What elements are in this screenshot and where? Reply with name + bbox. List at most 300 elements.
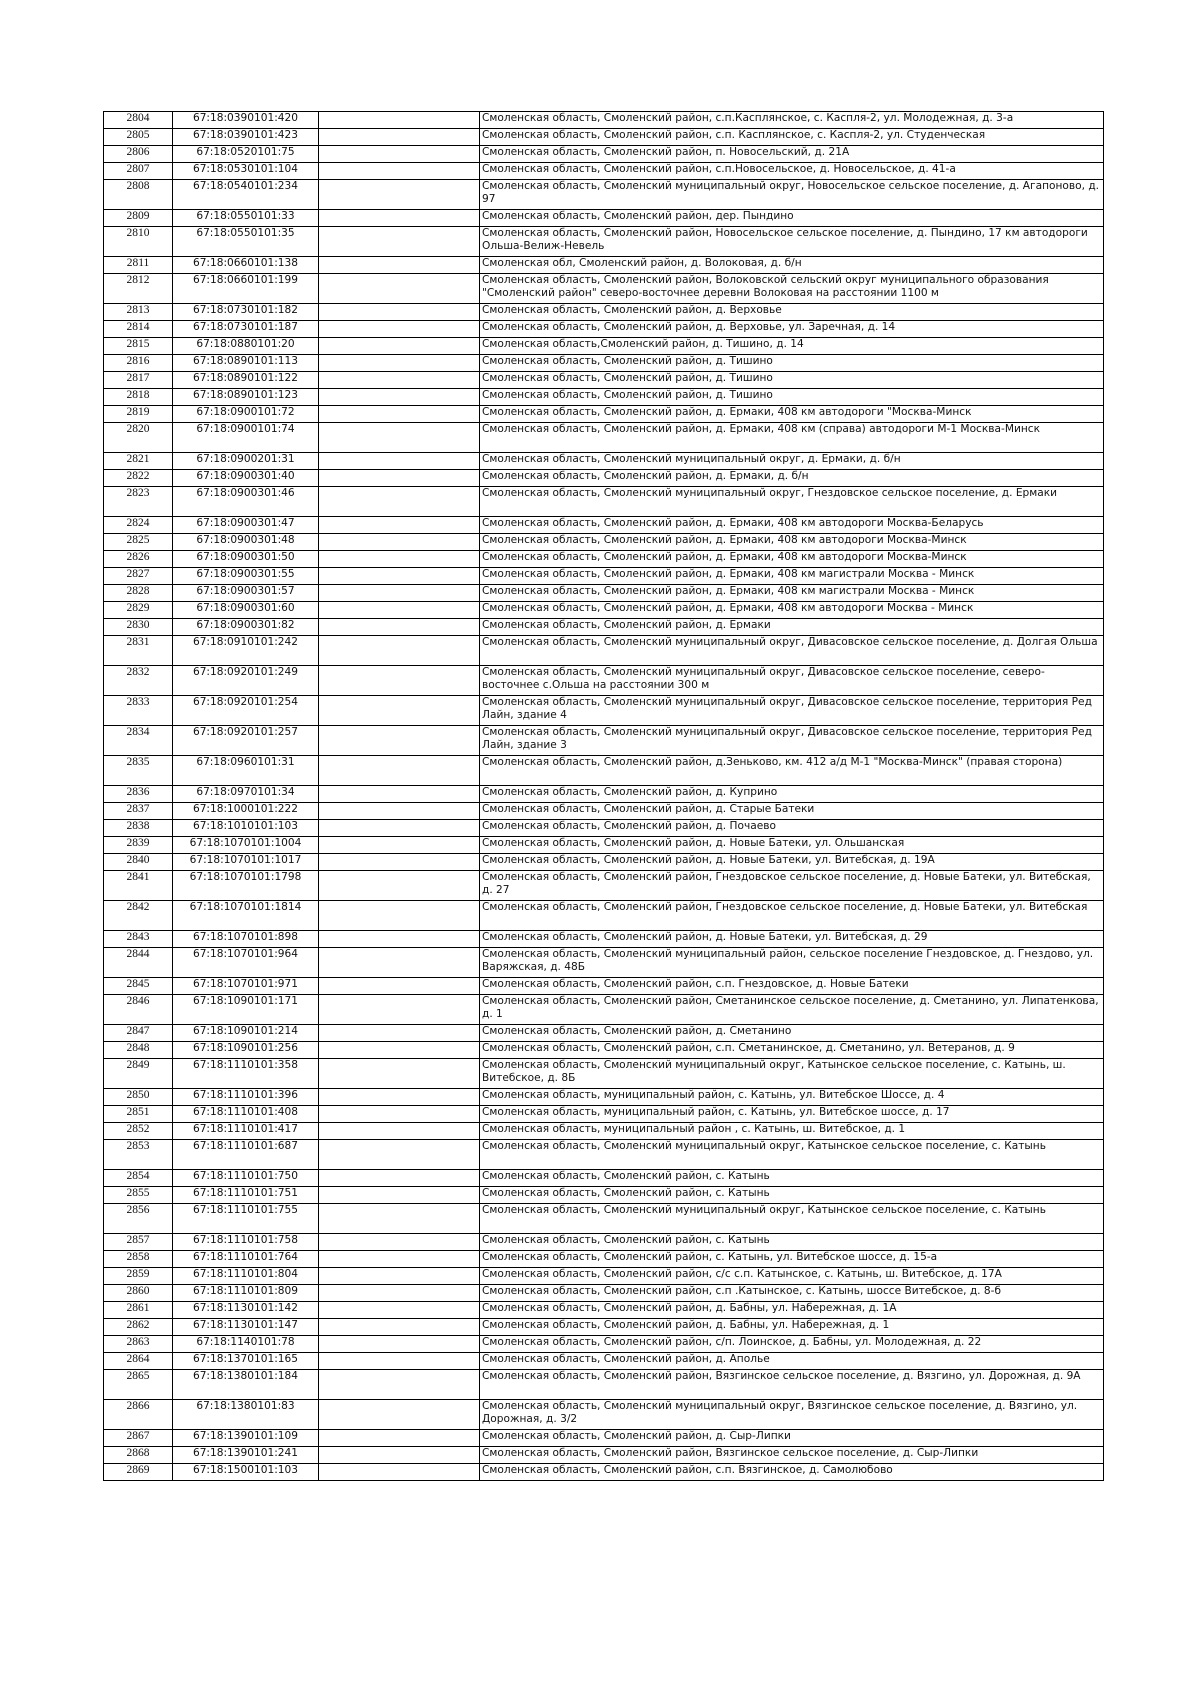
row-number-cell: 2810 — [104, 227, 173, 257]
row-number-cell: 2807 — [104, 163, 173, 180]
table-row — [104, 372, 1104, 389]
table-row — [104, 210, 1104, 227]
address-cell: Смоленская область, Смоленский муниципальный округ, Дивасовское сельское поселение, д. Долгая Ольша — [480, 636, 1104, 666]
row-number-cell: 2827 — [104, 568, 173, 585]
registry-table-body — [104, 112, 1104, 1481]
row-number-cell: 2806 — [104, 146, 173, 163]
cadastral-number-cell: 67:18:0900301:48 — [173, 534, 319, 551]
row-number-cell: 2860 — [104, 1285, 173, 1302]
address-cell: Смоленская область, Смоленский муниципальный округ, Катынское сельское поселение, с. Катынь — [480, 1140, 1104, 1170]
row-number-cell: 2845 — [104, 978, 173, 995]
address-cell: Смоленская область, Смоленский район, д. Ермаки, 408 км магистрали Москва - Минск — [480, 568, 1104, 585]
address-cell: Смоленская область, Смоленский район, с. Катынь — [480, 1187, 1104, 1204]
table-row — [104, 1187, 1104, 1204]
address-cell: Смоленская область, Смоленский район, д. Куприно — [480, 786, 1104, 803]
table-row — [104, 517, 1104, 534]
row-number-cell: 2805 — [104, 129, 173, 146]
cadastral-number-cell: 67:18:1070101:1814 — [173, 901, 319, 931]
table-row — [104, 854, 1104, 871]
cadastral-number-cell: 67:18:1110101:751 — [173, 1187, 319, 1204]
address-cell: Смоленская область, Смоленский район, д. Ермаки, д. б/н — [480, 470, 1104, 487]
empty-cell — [319, 1042, 480, 1059]
table-row — [104, 470, 1104, 487]
table-row — [104, 1447, 1104, 1464]
row-number-cell: 2846 — [104, 995, 173, 1025]
row-number-cell: 2828 — [104, 585, 173, 602]
row-number-cell: 2852 — [104, 1123, 173, 1140]
address-cell: Смоленская область, Смоленский муниципальный округ, Катынское сельское поселение, с. Катынь, ш. Витебское, д. 8Б — [480, 1059, 1104, 1089]
row-number-cell: 2858 — [104, 1251, 173, 1268]
table-row — [104, 406, 1104, 423]
table-row — [104, 534, 1104, 551]
table-row — [104, 1464, 1104, 1481]
cadastral-number-cell: 67:18:1370101:165 — [173, 1353, 319, 1370]
cadastral-number-cell: 67:18:0920101:257 — [173, 726, 319, 756]
row-number-cell: 2821 — [104, 453, 173, 470]
row-number-cell: 2850 — [104, 1089, 173, 1106]
address-cell: Смоленская область, Смоленский район, д. Почаево — [480, 820, 1104, 837]
address-cell: Смоленская область, Смоленский район, д. Бабны, ул. Набережная, д. 1 — [480, 1319, 1104, 1336]
table-row — [104, 1251, 1104, 1268]
cadastral-number-cell: 67:18:1110101:804 — [173, 1268, 319, 1285]
empty-cell — [319, 453, 480, 470]
cadastral-number-cell: 67:18:1110101:687 — [173, 1140, 319, 1170]
cadastral-number-cell: 67:18:1070101:898 — [173, 931, 319, 948]
address-cell: Смоленская область, Смоленский район, Вязгинское сельское поселение, д. Вязгино, ул. Дорожная, д. 9А — [480, 1370, 1104, 1400]
empty-cell — [319, 666, 480, 696]
address-cell: Смоленская область, Смоленский муниципальный район, сельское поселение Гнездовское, д. Гнездово, ул. Варяжская, д. 48Б — [480, 948, 1104, 978]
empty-cell — [319, 585, 480, 602]
row-number-cell: 2838 — [104, 820, 173, 837]
table-row — [104, 1430, 1104, 1447]
table-row — [104, 389, 1104, 406]
row-number-cell: 2851 — [104, 1106, 173, 1123]
cadastral-number-cell: 67:18:0390101:423 — [173, 129, 319, 146]
table-row — [104, 453, 1104, 470]
cadastral-number-cell: 67:18:0660101:199 — [173, 274, 319, 304]
table-row — [104, 257, 1104, 274]
address-cell: Смоленская область, Смоленский район, д. Новые Батеки, ул. Витебская, д. 19А — [480, 854, 1104, 871]
row-number-cell: 2824 — [104, 517, 173, 534]
cadastral-number-cell: 67:18:1380101:83 — [173, 1400, 319, 1430]
empty-cell — [319, 1464, 480, 1481]
address-cell: Смоленская область, Смоленский район, с.п. Сметанинское, д. Сметанино, ул. Ветеранов, д. 9 — [480, 1042, 1104, 1059]
cadastral-number-cell: 67:18:1110101:358 — [173, 1059, 319, 1089]
cadastral-number-cell: 67:18:0890101:113 — [173, 355, 319, 372]
table-row — [104, 355, 1104, 372]
row-number-cell: 2811 — [104, 257, 173, 274]
table-row — [104, 978, 1104, 995]
row-number-cell: 2836 — [104, 786, 173, 803]
address-cell: Смоленская область, Смоленский район, Волоковской сельский округ муниципального образования "Смоленский район" северо-восточнее деревни Волоковая на расстоянии 1100 м — [480, 274, 1104, 304]
empty-cell — [319, 389, 480, 406]
table-row — [104, 820, 1104, 837]
address-cell: Смоленская область, Смоленский муниципальный округ, Дивасовское сельское поселение, территория Ред Лайн, здание 4 — [480, 696, 1104, 726]
registry-table — [103, 111, 1104, 1481]
table-row — [104, 487, 1104, 517]
empty-cell — [319, 1025, 480, 1042]
empty-cell — [319, 129, 480, 146]
cadastral-number-cell: 67:18:1140101:78 — [173, 1336, 319, 1353]
row-number-cell: 2843 — [104, 931, 173, 948]
address-cell: Смоленская область, Смоленский район, дер. Пындино — [480, 210, 1104, 227]
cadastral-number-cell: 67:18:1110101:764 — [173, 1251, 319, 1268]
row-number-cell: 2837 — [104, 803, 173, 820]
cadastral-number-cell: 67:18:1390101:109 — [173, 1430, 319, 1447]
row-number-cell: 2854 — [104, 1170, 173, 1187]
cadastral-number-cell: 67:18:0540101:234 — [173, 180, 319, 210]
address-cell: Смоленская область, Смоленский район, д. Ермаки, 408 км автодороги Москва-Минск — [480, 534, 1104, 551]
row-number-cell: 2829 — [104, 602, 173, 619]
empty-cell — [319, 756, 480, 786]
cadastral-number-cell: 67:18:0970101:34 — [173, 786, 319, 803]
empty-cell — [319, 355, 480, 372]
address-cell: Смоленская область, Смоленский муниципальный округ, Гнездовское сельское поселение, д. Ермаки — [480, 487, 1104, 517]
table-row — [104, 726, 1104, 756]
row-number-cell: 2817 — [104, 372, 173, 389]
table-row — [104, 585, 1104, 602]
empty-cell — [319, 1336, 480, 1353]
empty-cell — [319, 534, 480, 551]
row-number-cell: 2847 — [104, 1025, 173, 1042]
empty-cell — [319, 978, 480, 995]
cadastral-number-cell: 67:18:1000101:222 — [173, 803, 319, 820]
address-cell: Смоленская область, Смоленский район, д. Ермаки, 408 км автодороги "Москва-Минск — [480, 406, 1104, 423]
table-row — [104, 666, 1104, 696]
table-row — [104, 112, 1104, 129]
address-cell: Смоленская область, Смоленский район, д. Ермаки, 408 км (справа) автодороги М-1 Москва-Минск — [480, 423, 1104, 453]
row-number-cell: 2830 — [104, 619, 173, 636]
address-cell: Смоленская область, Смоленский район, д. Ермаки, 408 км автодороги Москва - Минск — [480, 602, 1104, 619]
row-number-cell: 2812 — [104, 274, 173, 304]
address-cell: Смоленская область, Смоленский район, д.Зеньково, км. 412 а/д М-1 "Москва-Минск" (правая сторона) — [480, 756, 1104, 786]
table-row — [104, 619, 1104, 636]
empty-cell — [319, 901, 480, 931]
row-number-cell: 2841 — [104, 871, 173, 901]
address-cell: Смоленская область, Смоленский муниципальный округ, Дивасовское сельское поселение, территория Ред Лайн, здание 3 — [480, 726, 1104, 756]
row-number-cell: 2814 — [104, 321, 173, 338]
table-row — [104, 837, 1104, 854]
empty-cell — [319, 1302, 480, 1319]
table-row — [104, 696, 1104, 726]
cadastral-number-cell: 67:18:0920101:249 — [173, 666, 319, 696]
table-row — [104, 423, 1104, 453]
table-row — [104, 1106, 1104, 1123]
row-number-cell: 2861 — [104, 1302, 173, 1319]
table-row — [104, 1336, 1104, 1353]
empty-cell — [319, 1123, 480, 1140]
row-number-cell: 2859 — [104, 1268, 173, 1285]
address-cell: Смоленская область, Смоленский район, с.п. Касплянское, с. Каспля-2, ул. Студенческая — [480, 129, 1104, 146]
cadastral-number-cell: 67:18:1070101:1017 — [173, 854, 319, 871]
address-cell: Смоленская область, Смоленский район, Гнездовское сельское поселение, д. Новые Батеки, ул. Витебская, д. 27 — [480, 871, 1104, 901]
cadastral-number-cell: 67:18:1070101:971 — [173, 978, 319, 995]
cadastral-number-cell: 67:18:1070101:1798 — [173, 871, 319, 901]
table-row — [104, 163, 1104, 180]
cadastral-number-cell: 67:18:1110101:396 — [173, 1089, 319, 1106]
address-cell: Смоленская область, Смоленский район, д. Ермаки, 408 км автодороги Москва-Беларусь — [480, 517, 1104, 534]
empty-cell — [319, 1251, 480, 1268]
table-row — [104, 1204, 1104, 1234]
table-row — [104, 321, 1104, 338]
address-cell: Смоленская область, Смоленский район, д. Ермаки, 408 км автодороги Москва-Минск — [480, 551, 1104, 568]
empty-cell — [319, 1447, 480, 1464]
cadastral-number-cell: 67:18:0900101:72 — [173, 406, 319, 423]
row-number-cell: 2820 — [104, 423, 173, 453]
row-number-cell: 2831 — [104, 636, 173, 666]
cadastral-number-cell: 67:18:0730101:182 — [173, 304, 319, 321]
row-number-cell: 2816 — [104, 355, 173, 372]
row-number-cell: 2866 — [104, 1400, 173, 1430]
cadastral-number-cell: 67:18:1380101:184 — [173, 1370, 319, 1400]
address-cell: Смоленская область, Смоленский район, д. Верховье — [480, 304, 1104, 321]
cadastral-number-cell: 67:18:1110101:408 — [173, 1106, 319, 1123]
address-cell: Смоленская область, Смоленский район, д. Старые Батеки — [480, 803, 1104, 820]
table-row — [104, 180, 1104, 210]
empty-cell — [319, 517, 480, 534]
table-row — [104, 1089, 1104, 1106]
table-row — [104, 1302, 1104, 1319]
cadastral-number-cell: 67:18:1130101:142 — [173, 1302, 319, 1319]
empty-cell — [319, 146, 480, 163]
row-number-cell: 2840 — [104, 854, 173, 871]
address-cell: Смоленская область, муниципальный район, с. Катынь, ул. Витебское Шоссе, д. 4 — [480, 1089, 1104, 1106]
row-number-cell: 2804 — [104, 112, 173, 129]
address-cell: Смоленская область, Смоленский район, с.п. Вязгинское, д. Самолюбово — [480, 1464, 1104, 1481]
cadastral-number-cell: 67:18:1110101:755 — [173, 1204, 319, 1234]
address-cell: Смоленская область, Смоленский муниципальный округ, Новосельское сельское поселение, д. Агапоново, д. 97 — [480, 180, 1104, 210]
table-row — [104, 227, 1104, 257]
empty-cell — [319, 112, 480, 129]
address-cell: Смоленская область, Смоленский район, с.п.Новосельское, д. Новосельское, д. 41-а — [480, 163, 1104, 180]
empty-cell — [319, 1268, 480, 1285]
row-number-cell: 2819 — [104, 406, 173, 423]
table-row — [104, 146, 1104, 163]
table-row — [104, 129, 1104, 146]
row-number-cell: 2867 — [104, 1430, 173, 1447]
table-row — [104, 1059, 1104, 1089]
address-cell: Смоленская область, Смоленский район, Сметанинское сельское поселение, д. Сметанино, ул. Липатенкова, д. 1 — [480, 995, 1104, 1025]
address-cell: Смоленская область, муниципальный район , с. Катынь, ш. Витебское, д. 1 — [480, 1123, 1104, 1140]
row-number-cell: 2808 — [104, 180, 173, 210]
row-number-cell: 2809 — [104, 210, 173, 227]
cadastral-number-cell: 67:18:0520101:75 — [173, 146, 319, 163]
cadastral-number-cell: 67:18:0900301:55 — [173, 568, 319, 585]
row-number-cell: 2844 — [104, 948, 173, 978]
empty-cell — [319, 163, 480, 180]
empty-cell — [319, 274, 480, 304]
address-cell: Смоленская область, Смоленский район, п. Новосельский, д. 21А — [480, 146, 1104, 163]
row-number-cell: 2863 — [104, 1336, 173, 1353]
address-cell: Смоленская область, Смоленский район, с. Катынь, ул. Витебское шоссе, д. 15-а — [480, 1251, 1104, 1268]
table-row — [104, 602, 1104, 619]
row-number-cell: 2862 — [104, 1319, 173, 1336]
cadastral-number-cell: 67:18:1110101:750 — [173, 1170, 319, 1187]
empty-cell — [319, 1140, 480, 1170]
cadastral-number-cell: 67:18:1390101:241 — [173, 1447, 319, 1464]
empty-cell — [319, 696, 480, 726]
empty-cell — [319, 726, 480, 756]
empty-cell — [319, 257, 480, 274]
table-row — [104, 1319, 1104, 1336]
empty-cell — [319, 803, 480, 820]
address-cell: Смоленская область, Смоленский район, д. Ермаки, 408 км магистрали Москва - Минск — [480, 585, 1104, 602]
table-row — [104, 1234, 1104, 1251]
row-number-cell: 2835 — [104, 756, 173, 786]
address-cell: Смоленская область, Смоленский район, с. Катынь — [480, 1170, 1104, 1187]
address-cell: Смоленская область, Смоленский район, д. Новые Батеки, ул. Витебская, д. 29 — [480, 931, 1104, 948]
address-cell: Смоленская область, Смоленский район, Гнездовское сельское поселение, д. Новые Батеки, ул. Витебская — [480, 901, 1104, 931]
row-number-cell: 2818 — [104, 389, 173, 406]
empty-cell — [319, 372, 480, 389]
address-cell: Смоленская область, Смоленский муниципальный округ, Дивасовское сельское поселение, северо-восточнее с.Ольша на расстоянии 300 м — [480, 666, 1104, 696]
empty-cell — [319, 568, 480, 585]
address-cell: Смоленская область, Смоленский район, д. Тишино — [480, 355, 1104, 372]
row-number-cell: 2826 — [104, 551, 173, 568]
address-cell: Смоленская область, Смоленский муниципальный округ, д. Ермаки, д. б/н — [480, 453, 1104, 470]
cadastral-number-cell: 67:18:1500101:103 — [173, 1464, 319, 1481]
row-number-cell: 2823 — [104, 487, 173, 517]
cadastral-number-cell: 67:18:1110101:758 — [173, 1234, 319, 1251]
address-cell: Смоленская область, Смоленский район, с.п. Гнездовское, д. Новые Батеки — [480, 978, 1104, 995]
table-row — [104, 1268, 1104, 1285]
empty-cell — [319, 995, 480, 1025]
empty-cell — [319, 1234, 480, 1251]
table-row — [104, 948, 1104, 978]
empty-cell — [319, 321, 480, 338]
empty-cell — [319, 602, 480, 619]
table-row — [104, 551, 1104, 568]
table-row — [104, 1400, 1104, 1430]
address-cell: Смоленская область, муниципальный район, с. Катынь, ул. Витебское шоссе, д. 17 — [480, 1106, 1104, 1123]
cadastral-number-cell: 67:18:1010101:103 — [173, 820, 319, 837]
table-row — [104, 1140, 1104, 1170]
row-number-cell: 2832 — [104, 666, 173, 696]
table-row — [104, 274, 1104, 304]
address-cell: Смоленская область, Смоленский район, с/п. Лоинское, д. Бабны, ул. Молодежная, д. 22 — [480, 1336, 1104, 1353]
address-cell: Смоленская область, Смоленский район, д. Ермаки — [480, 619, 1104, 636]
table-row — [104, 568, 1104, 585]
empty-cell — [319, 1059, 480, 1089]
row-number-cell: 2856 — [104, 1204, 173, 1234]
table-row — [104, 786, 1104, 803]
row-number-cell: 2855 — [104, 1187, 173, 1204]
cadastral-number-cell: 67:18:1090101:214 — [173, 1025, 319, 1042]
empty-cell — [319, 1430, 480, 1447]
cadastral-number-cell: 67:18:1070101:1004 — [173, 837, 319, 854]
empty-cell — [319, 854, 480, 871]
empty-cell — [319, 1106, 480, 1123]
address-cell: Смоленская область, Смоленский район, д. Сметанино — [480, 1025, 1104, 1042]
cadastral-number-cell: 67:18:0880101:20 — [173, 338, 319, 355]
cadastral-number-cell: 67:18:1110101:809 — [173, 1285, 319, 1302]
row-number-cell: 2868 — [104, 1447, 173, 1464]
empty-cell — [319, 406, 480, 423]
row-number-cell: 2839 — [104, 837, 173, 854]
address-cell: Смоленская область, Смоленский район, с.п .Катынское, с. Катынь, шоссе Витебское, д. 8-б — [480, 1285, 1104, 1302]
table-row — [104, 901, 1104, 931]
empty-cell — [319, 180, 480, 210]
cadastral-number-cell: 67:18:1110101:417 — [173, 1123, 319, 1140]
cadastral-number-cell: 67:18:0900301:57 — [173, 585, 319, 602]
row-number-cell: 2842 — [104, 901, 173, 931]
row-number-cell: 2834 — [104, 726, 173, 756]
empty-cell — [319, 470, 480, 487]
cadastral-number-cell: 67:18:0910101:242 — [173, 636, 319, 666]
table-row — [104, 1170, 1104, 1187]
table-row — [104, 636, 1104, 666]
cadastral-number-cell: 67:18:0730101:187 — [173, 321, 319, 338]
address-cell: Смоленская область, Смоленский район, с. Катынь — [480, 1234, 1104, 1251]
cadastral-number-cell: 67:18:1070101:964 — [173, 948, 319, 978]
empty-cell — [319, 636, 480, 666]
table-row — [104, 1370, 1104, 1400]
empty-cell — [319, 551, 480, 568]
cadastral-number-cell: 67:18:0960101:31 — [173, 756, 319, 786]
address-cell: Смоленская область, Смоленский район, д. Тишино — [480, 372, 1104, 389]
cadastral-number-cell: 67:18:0550101:35 — [173, 227, 319, 257]
table-row — [104, 338, 1104, 355]
table-row — [104, 1025, 1104, 1042]
address-cell: Смоленская область, Смоленский район, с.п.Касплянское, с. Каспля-2, ул. Молодежная, д. 3-а — [480, 112, 1104, 129]
table-row — [104, 1123, 1104, 1140]
table-row — [104, 871, 1104, 901]
row-number-cell: 2848 — [104, 1042, 173, 1059]
table-row — [104, 995, 1104, 1025]
address-cell: Смоленская обл, Смоленский район, д. Волоковая, д. б/н — [480, 257, 1104, 274]
empty-cell — [319, 338, 480, 355]
empty-cell — [319, 1353, 480, 1370]
table-row — [104, 756, 1104, 786]
row-number-cell: 2825 — [104, 534, 173, 551]
address-cell: Смоленская область, Смоленский район, д. Аполье — [480, 1353, 1104, 1370]
address-cell: Смоленская область, Смоленский район, д. Сыр-Липки — [480, 1430, 1104, 1447]
empty-cell — [319, 837, 480, 854]
empty-cell — [319, 1204, 480, 1234]
cadastral-number-cell: 67:18:0390101:420 — [173, 112, 319, 129]
empty-cell — [319, 948, 480, 978]
address-cell: Смоленская область, Смоленский район, д. Бабны, ул. Набережная, д. 1А — [480, 1302, 1104, 1319]
row-number-cell: 2864 — [104, 1353, 173, 1370]
empty-cell — [319, 1089, 480, 1106]
cadastral-number-cell: 67:18:0900201:31 — [173, 453, 319, 470]
cadastral-number-cell: 67:18:1130101:147 — [173, 1319, 319, 1336]
cadastral-number-cell: 67:18:1090101:256 — [173, 1042, 319, 1059]
row-number-cell: 2815 — [104, 338, 173, 355]
cadastral-number-cell: 67:18:0890101:123 — [173, 389, 319, 406]
cadastral-number-cell: 67:18:0900301:47 — [173, 517, 319, 534]
empty-cell — [319, 227, 480, 257]
cadastral-number-cell: 67:18:0890101:122 — [173, 372, 319, 389]
empty-cell — [319, 871, 480, 901]
empty-cell — [319, 1285, 480, 1302]
cadastral-number-cell: 67:18:0920101:254 — [173, 696, 319, 726]
empty-cell — [319, 1187, 480, 1204]
empty-cell — [319, 1170, 480, 1187]
empty-cell — [319, 1370, 480, 1400]
cadastral-number-cell: 67:18:0900301:60 — [173, 602, 319, 619]
row-number-cell: 2869 — [104, 1464, 173, 1481]
cadastral-number-cell: 67:18:0900101:74 — [173, 423, 319, 453]
cadastral-number-cell: 67:18:0900301:50 — [173, 551, 319, 568]
row-number-cell: 2822 — [104, 470, 173, 487]
address-cell: Смоленская область, Смоленский район, Новосельское сельское поселение, д. Пындино, 17 км автодороги Ольша-Велиж-Невель — [480, 227, 1104, 257]
cadastral-number-cell: 67:18:0900301:40 — [173, 470, 319, 487]
table-row — [104, 304, 1104, 321]
cadastral-number-cell: 67:18:0900301:82 — [173, 619, 319, 636]
empty-cell — [319, 931, 480, 948]
address-cell: Смоленская область, Смоленский район, Вязгинское сельское поселение, д. Сыр-Липки — [480, 1447, 1104, 1464]
